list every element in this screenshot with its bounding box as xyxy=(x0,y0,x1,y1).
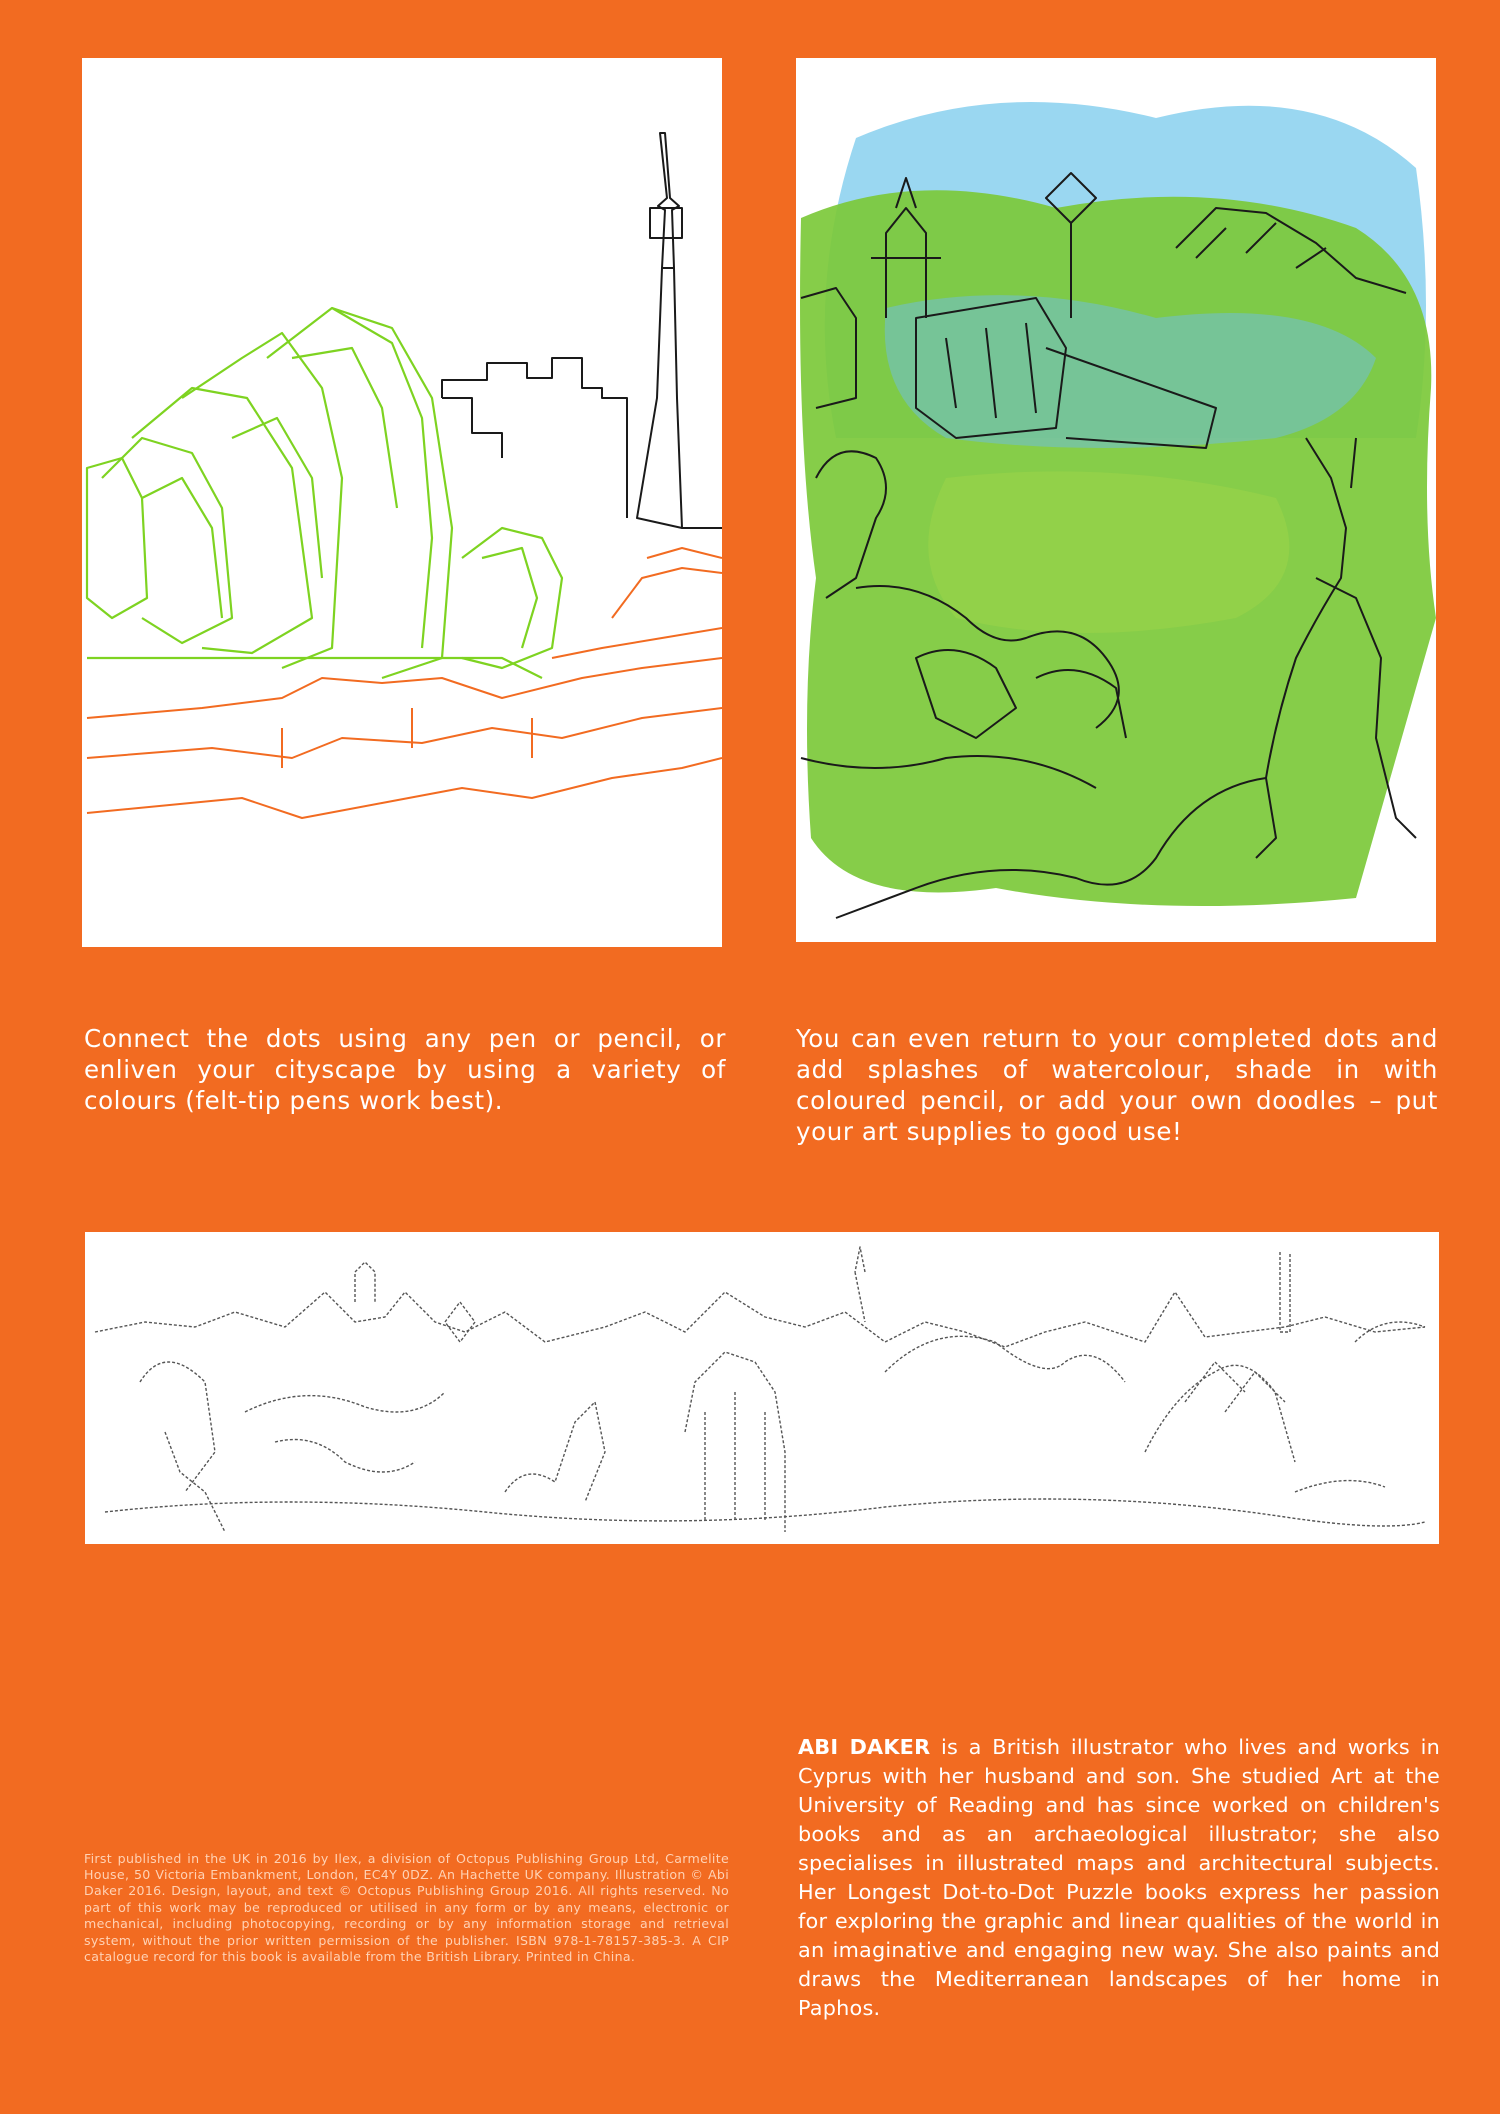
author-biography xyxy=(798,1733,1440,2023)
illustration-coloured-dots xyxy=(82,58,722,947)
skyline-outline xyxy=(442,133,722,528)
australia-panorama-drawing xyxy=(85,1232,1439,1544)
panorama-dotted-outline xyxy=(95,1247,1425,1532)
caption-coloured-dots: Connect the dots using any pen or pencil, or enliven your cityscape by using a variety of colours (felt-tip pens work best). xyxy=(84,1023,726,1115)
author-bio-text: is a British illustrator who lives and works in Cyprus with her husband and son. She studied Art at the University of Reading and has since worked on children's books and as an archaeological illustrator; she also specialises in illustrated maps and architectural subjects. Her Longest Dot-to-Dot Puzzle books express her passion for exploring the graphic and linear qualities of the world in an imaginative and engaging new way. She also paints and draws the Mediterranean landscapes of her home in Paphos. xyxy=(798,1734,1440,2020)
publisher-imprint: First published in the UK in 2016 by Ilex, a division of Octopus Publishing Group Ltd, Carmelite House, 50 Victoria Embankment, London, EC4Y 0DZ. An Hachette UK company. Illustration © Abi Daker 2016. Design, layout, and text © Octopus Publishing Group 2016. All rights reserved. No part of this work may be reproduced or utilised in any form or by any means, electronic or mechanical, including photocopying, recording or by any information storage and retrieval system, without the prior written permission of the publisher. ISBN 978-1-78157-385-3. A CIP catalogue record for this book is available from the British Library. Printed in China. xyxy=(84,1850,729,1965)
opera-house-skyline-drawing xyxy=(82,58,722,947)
illustration-panorama-strip xyxy=(85,1232,1439,1544)
illustration-watercolour xyxy=(796,58,1436,942)
author-name: ABI DAKER xyxy=(798,1734,931,1759)
harbour-steps xyxy=(87,548,722,818)
caption-watercolour: You can even return to your completed dots and add splashes of watercolour, shade in with coloured pencil, or add your own doodles – put your art supplies to good use! xyxy=(796,1023,1438,1146)
watercolour-landmarks-drawing xyxy=(796,58,1436,942)
